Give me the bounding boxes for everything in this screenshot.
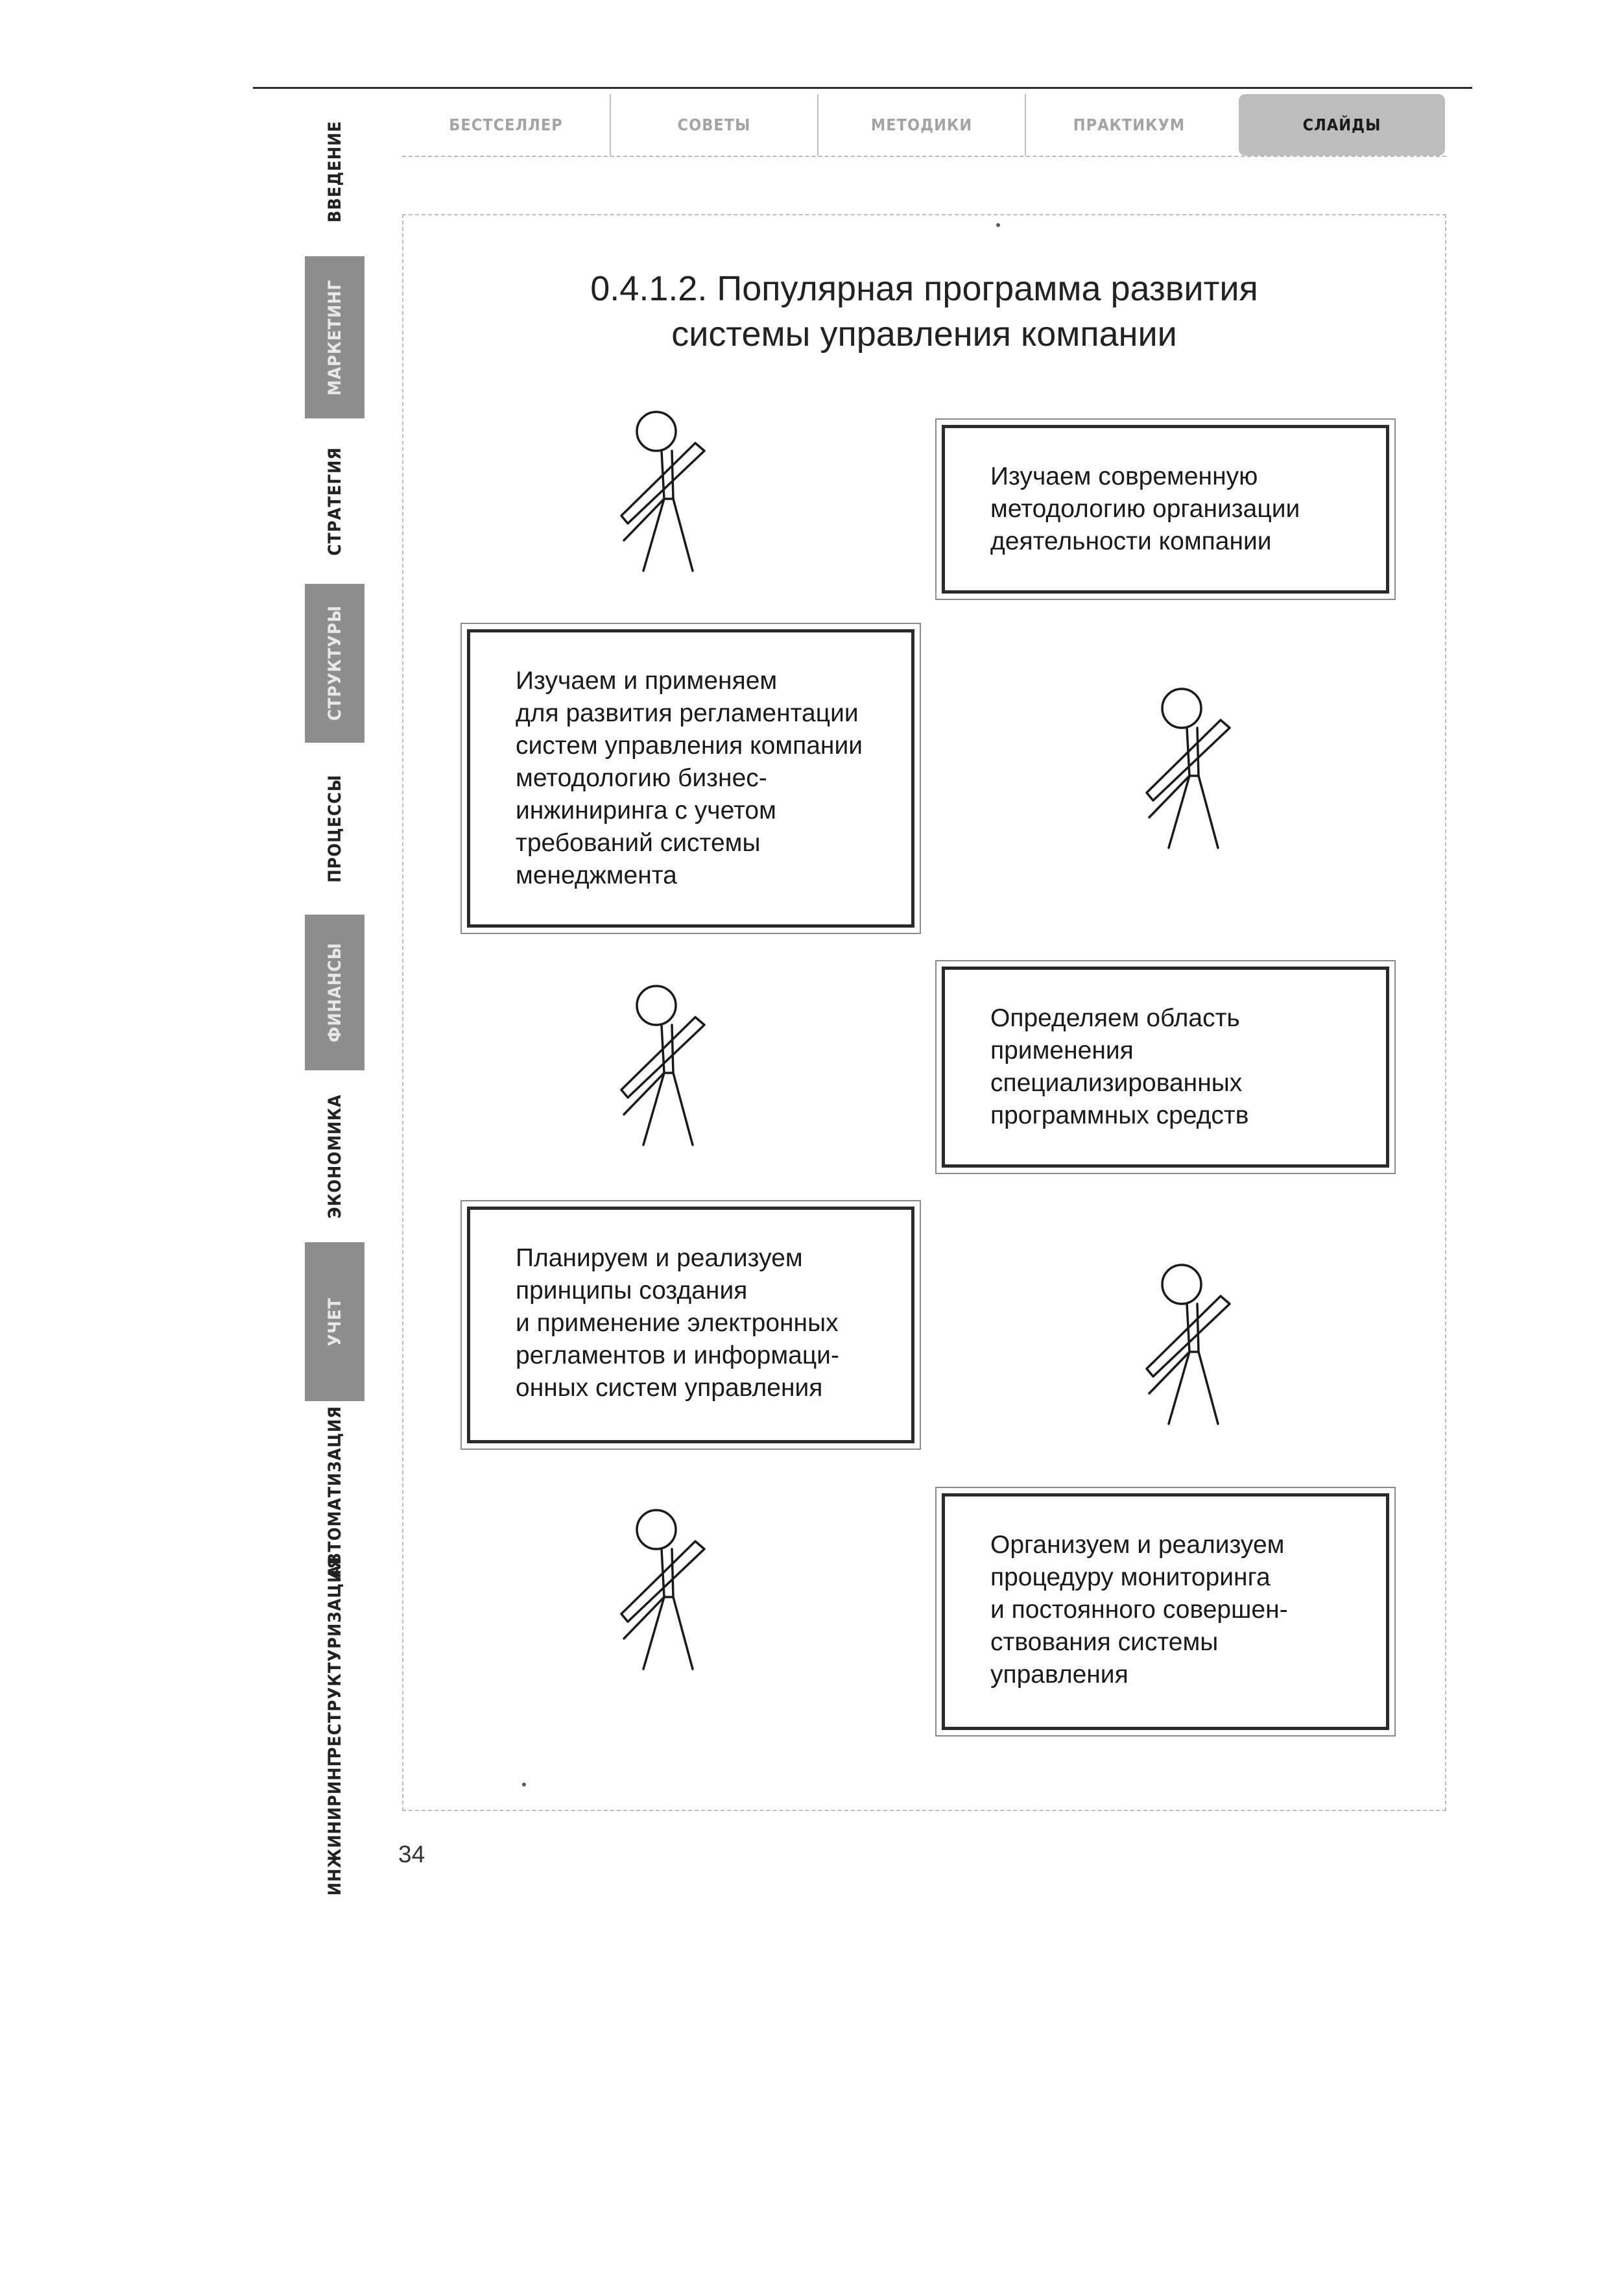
decorative-dot xyxy=(522,1783,526,1786)
step-text-line: менеджмента xyxy=(516,861,677,889)
sidebar-item-label: ПРОЦЕССЫ xyxy=(324,775,345,883)
step-box xyxy=(942,1493,1389,1730)
sidebar-item-label: АВТОМАТИЗАЦИЯ xyxy=(324,1406,345,1578)
step-text-line: методологию бизнес- xyxy=(516,764,767,792)
step-box xyxy=(942,425,1389,594)
step-text-line: для развития регламентации xyxy=(516,699,859,727)
tab-label: СОВЕТЫ xyxy=(677,115,751,134)
top-rule xyxy=(253,87,1472,89)
sidebar-item-label: ЭКОНОМИКА xyxy=(324,1094,345,1219)
stick-figure-icon xyxy=(1141,1258,1258,1434)
step-text-line: требований системы xyxy=(516,829,761,857)
step-text-line: специализированных xyxy=(990,1069,1243,1097)
step-text-line: деятельности компании xyxy=(990,527,1272,555)
header-tabs xyxy=(402,94,1446,157)
step-box xyxy=(467,1207,914,1443)
sidebar-item-accounting[interactable] xyxy=(305,1242,364,1401)
slide-title-line: 0.4.1.2. Популярная программа развития xyxy=(590,269,1258,308)
tab-slides[interactable] xyxy=(1239,94,1445,156)
slide-title-line: системы управления компании xyxy=(671,315,1177,354)
sidebar-item-automation[interactable] xyxy=(305,1406,364,1578)
tab-advice[interactable] xyxy=(611,94,817,156)
sidebar-item-label: МАРКЕТИНГ xyxy=(324,279,345,396)
step-text-line: и применение электронных xyxy=(516,1309,839,1337)
step-text-line: онных систем управления xyxy=(516,1374,823,1402)
sidebar-item-label: РЕСТРУКТУРИЗАЦИЯ xyxy=(324,1556,345,1759)
tab-bestseller[interactable] xyxy=(402,94,610,156)
tab-label: БЕСТСЕЛЛЕР xyxy=(449,115,563,134)
sidebar-item-label: СТРУКТУРЫ xyxy=(324,605,345,721)
tab-label: СЛАЙДЫ xyxy=(1302,115,1381,134)
step-text-line: Планируем и реализуем xyxy=(516,1244,803,1272)
sidebar-item-label: СТРАТЕГИЯ xyxy=(324,446,345,556)
stick-figure-icon xyxy=(616,980,733,1155)
step-text-line: программных средств xyxy=(990,1101,1249,1129)
stick-figure-icon xyxy=(1141,682,1258,858)
sidebar-item-label: ФИНАНСЫ xyxy=(324,943,345,1042)
step-text-line: инжиниринга с учетом xyxy=(516,797,776,824)
sidebar-item-vvedenie[interactable] xyxy=(305,97,364,246)
sidebar-item-label: ВВЕДЕНИЕ xyxy=(324,121,345,223)
step-text-line: Изучаем современную xyxy=(990,463,1258,490)
step-text-line: Организуем и реализуем xyxy=(990,1531,1285,1559)
step-text-line: Изучаем и применяем xyxy=(516,667,778,695)
step-text-line: регламентов и информаци- xyxy=(516,1341,839,1369)
slide-title xyxy=(402,266,1446,357)
sidebar-item-restructuring[interactable] xyxy=(305,1556,364,1759)
sidebar-item-strategy[interactable] xyxy=(305,428,364,574)
step-text-line: Определяем область xyxy=(990,1004,1240,1032)
sidebar-item-marketing[interactable] xyxy=(305,256,364,418)
sidebar-item-engineering[interactable] xyxy=(305,1745,364,1907)
step-text-line: методологию организации xyxy=(990,495,1300,523)
stick-figure-icon xyxy=(616,1504,733,1679)
sidebar-item-label: ИНЖИНИРИНГ xyxy=(324,1756,345,1896)
step-text-line: применения xyxy=(990,1037,1134,1064)
stick-figure-icon xyxy=(616,405,733,581)
sidebar-item-finance[interactable] xyxy=(305,915,364,1070)
step-box xyxy=(942,967,1389,1168)
sidebar-item-structures[interactable] xyxy=(305,584,364,743)
tab-label: ПРАКТИКУМ xyxy=(1073,115,1186,134)
step-text-line: процедуру мониторинга xyxy=(990,1563,1271,1591)
step-text-line: систем управления компании xyxy=(516,732,863,760)
tab-methods[interactable] xyxy=(818,94,1025,156)
page-number: 34 xyxy=(398,1841,425,1868)
sidebar-item-label: УЧЕТ xyxy=(324,1297,345,1347)
step-text-line: принципы создания xyxy=(516,1277,748,1304)
tab-practicum[interactable] xyxy=(1026,94,1232,156)
sidebar-item-economics[interactable] xyxy=(305,1080,364,1232)
tab-label: МЕТОДИКИ xyxy=(870,115,973,134)
step-text-line: управления xyxy=(990,1661,1128,1689)
step-box xyxy=(467,629,914,928)
step-text-line: и постоянного совершен- xyxy=(990,1596,1288,1624)
sidebar-item-processes[interactable] xyxy=(305,752,364,905)
step-text-line: ствования системы xyxy=(990,1628,1219,1656)
